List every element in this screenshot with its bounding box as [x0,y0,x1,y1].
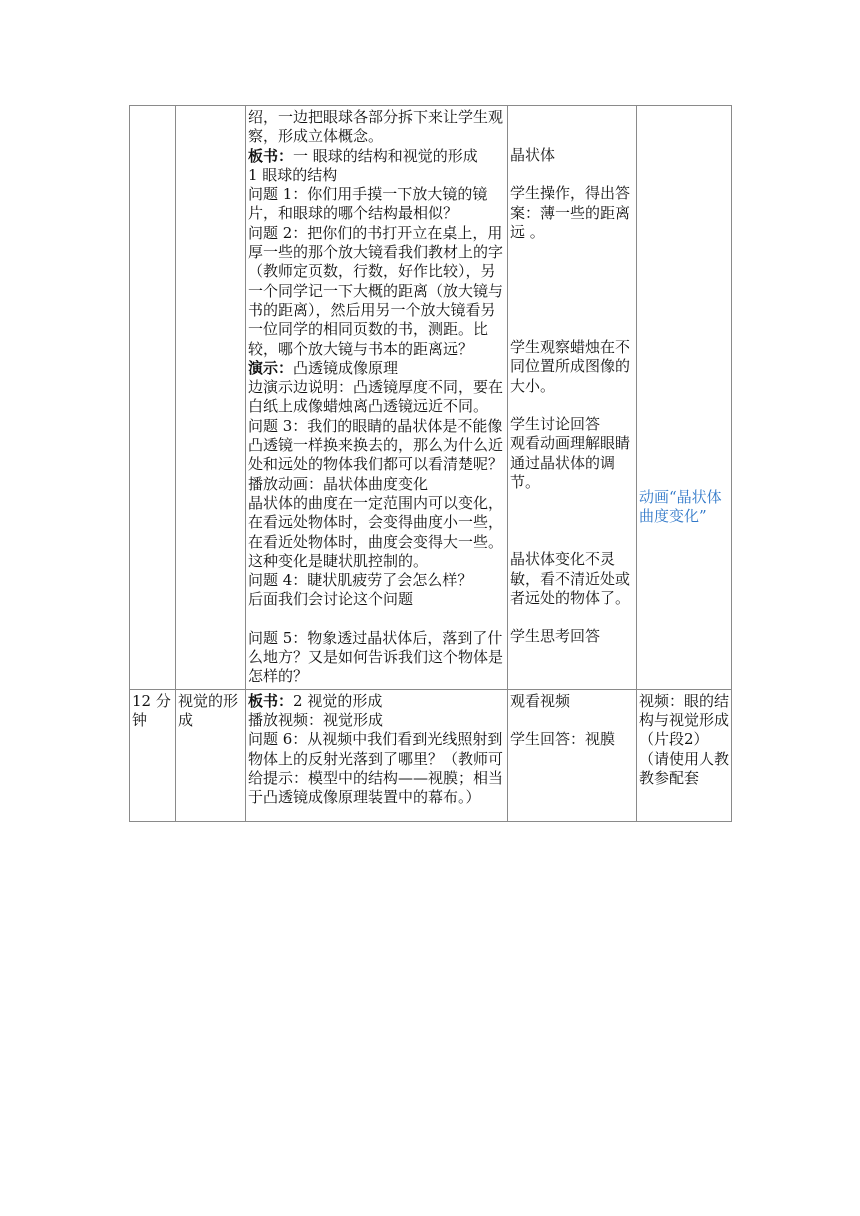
student-answer-6: 晶状体变化不灵敏，看不清近处或者远处的物体了。 [510,550,631,607]
time-cell: 12 分钟 [130,689,176,822]
spacer [510,711,634,730]
spacer [510,165,634,184]
table-row [130,106,732,690]
animation-description: 晶状体的曲度在一定范围内可以变化，在看远处物体时，会变得曲度小一些，在看近处物体时，曲度会变得大一些。这种变化是睫状肌控制的。 [248,493,504,570]
student-answer-5: 观看动画理解眼睛通过晶状体的调节。 [510,434,631,491]
animation-resource-link[interactable]: 动画“晶状体曲度变化” [639,488,722,526]
student-answer-3: 学生观察蜡烛在不同位置所成图像的大小。 [510,338,631,395]
teacher-activity-cell [246,689,508,822]
demo-heading [248,359,505,378]
question-1: 问题 1：你们用手摸一下放大镜的镜片，和眼球的哪个结构最相似？ [248,185,488,223]
student-answer-1: 观看视频 [510,691,571,710]
board-label: 板书： [248,691,294,710]
later-note: 后面我们会讨论这个问题 [248,590,414,609]
animation-line: 播放动画：晶状体曲度变化 [248,474,429,493]
spacer [510,396,634,415]
question-4: 问题 4：睫状肌疲劳了会怎么样？ [248,571,473,590]
question-2: 问题 2：把你们的书打开立在桌上，用厚一些的那个放大镜看我们教材上的字（教师定页数，行数，好作比较），另一个同学记一下大概的距离（放大镜与书的距离），然后用另一个放大镜看另一位同学的相同页数的书，测距。比较，哪个放大镜与书本的距离远？ [248,223,504,358]
student-answer-2: 学生操作，得出答案：薄一些的距离远 。 [510,184,631,241]
board-text: 2 视觉的形成 [293,691,383,710]
demo-description: 边演示边说明：凸透镜厚度不同，要在白纸上成像蜡烛离凸透镜远近不同。 [248,378,504,416]
video-line: 播放视频：视觉形成 [248,710,384,729]
student-answer-7: 学生思考回答 [510,627,601,646]
question-6: 问题 6：从视频中我们看到光线照射到物体上的反射光落到了哪里？（教师可给提示：模型中的结构——视膜；相当于凸透镜成像原理装置中的幕布。） [248,730,504,807]
student-answer-4: 学生讨论回答 [510,415,601,434]
teacher-activity-cell [246,106,508,690]
intro-text: 绍，一边把眼球各部分拆下来让学生观察，形成立体概念。 [248,108,504,146]
demo-label: 演示： [248,358,294,377]
time-cell [130,106,176,690]
topic-cell [176,106,246,690]
student-activity-cell [508,689,637,822]
resource-cell [637,689,732,822]
spacer [510,108,634,146]
sub-heading: 1 眼球的结构 [248,165,338,184]
board-heading [248,692,505,711]
video-resource-note: 视频：眼的结构与视觉形成（片段2） （请使用人教教参配套 [639,691,730,787]
topic-cell: 视觉的形成 [176,689,246,822]
board-heading [248,147,505,166]
spacer [510,608,634,627]
table-row [130,689,732,822]
student-answer-2: 学生回答：视膜 [510,729,616,748]
question-3: 问题 3：我们的眼睛的晶状体是不能像凸透镜一样换来换去的，那么为什么近处和远处的物体我们都可以看清楚呢？ [248,416,504,474]
board-text: 一 眼球的结构和视觉的形成 [293,146,478,165]
board-label: 板书： [248,146,294,165]
spacer [248,610,505,629]
student-activity-cell [508,106,637,690]
lesson-plan-table [129,105,732,822]
spacer [510,242,634,338]
question-5: 问题 5：物象透过晶状体后，落到了什么地方？又是如何告诉我们这个物体是怎样的？ [248,628,504,686]
demo-text: 凸透镜成像原理 [293,358,399,377]
resource-cell [637,106,732,690]
spacer [510,492,634,550]
student-answer-1: 晶状体 [510,146,556,164]
spacer [639,108,729,488]
